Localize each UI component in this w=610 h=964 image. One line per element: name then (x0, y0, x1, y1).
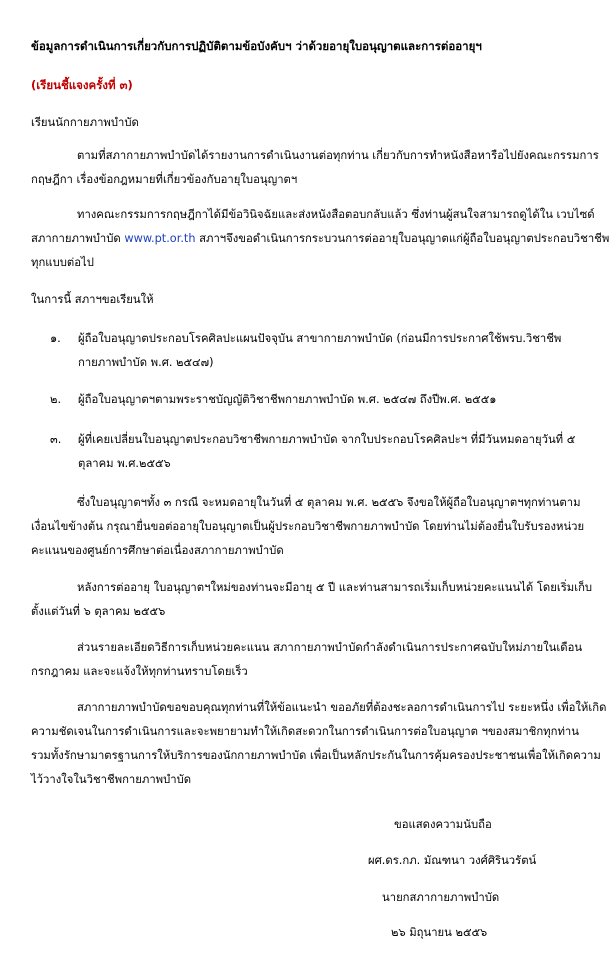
paragraph-4-line-1: หลังการต่ออายุ ใบอนุญาตฯใหม่ของท่านจะมีอายุ ๕ ปี และท่านสามารถเริ่มเก็บหน่วยคะแนนได้ โดยเริ่มเก็บ (77, 581, 593, 594)
list-item-line-1: ผู้ถือใบอนุญาตฯตามพระราชบัญญัติวิชาชีพกายภาพบำบัด พ.ศ. ๒๕๔๗ ถึงปีพ.ศ. ๒๕๕๑ (78, 393, 497, 406)
paragraph-5 (31, 636, 591, 684)
paragraph-6 (31, 696, 607, 792)
paragraph-3-line-1: ซึ่งใบอนุญาตฯทั้ง ๓ กรณี จะหมดอายุในวันที่ ๕ ตุลาคม พ.ศ. ๒๕๕๖ จึงขอให้ผู้ถือใบอนุญาตฯทุกท่านตาม (77, 496, 581, 509)
document-subtitle: (เรียนชี้แจงครั้งที่ ๓) (31, 78, 133, 92)
paragraph-3-line-3: คะแนนของศูนย์การศึกษาต่อเนื่องสภากายภาพบำบัด (31, 544, 284, 557)
paragraph-4 (31, 576, 591, 624)
paragraph-1 (31, 144, 599, 192)
paragraph-4-line-2: ตั้งแต่วันที่ ๖ ตุลาคม ๒๕๕๖ (31, 605, 166, 618)
paragraph-2-line-1: ทางคณะกรรมการกฤษฎีกาได้มีข้อวินิจฉัยและส่งหนังสือตอบกลับแล้ว ซึ่งท่านผู้สนใจสามารถดูได้ใน เวบไซด์ (77, 208, 595, 221)
list-item-line-1: ผู้ที่เคยเปลี่ยนใบอนุญาตประกอบวิชาชีพกายภาพบำบัด จากใบประกอบโรคศิลปะฯ ที่มีวันหมดอายุวันที่ ๕ (78, 433, 576, 446)
paragraph-2 (31, 203, 610, 275)
paragraph-1-line-2: กฤษฎีกา เรื่องข้อกฎหมายที่เกี่ยวข้องกับอายุใบอนุญาตฯ (31, 173, 298, 186)
paragraph-3-line-2: เงื่อนไขข้างต้น กรุณายื่นขอต่ออายุใบอนุญาตเป็นผู้ประกอบวิชาชีพกายภาพบำบัด โดยท่านไม่ต้องยื่นใบรับรองหน่วย (31, 520, 585, 533)
list-item-line-1: ผู้ถือใบอนุญาตประกอบโรคศิลปะแผนปัจจุบัน สาขากายภาพบำบัด (ก่อนมีการประกาศใช้พรบ.วิชาชีพ (78, 332, 562, 345)
paragraph-3 (31, 491, 591, 563)
document-title: ข้อมูลการดำเนินการเกี่ยวกับการปฏิบัติตามข้อบังคับฯ ว่าด้วยอายุใบอนุญาตและการต่ออายุฯ (31, 39, 482, 53)
paragraph-6-line-3: รวมทั้งรักษามาตรฐานการให้บริการของนักกายภาพบำบัด เพื่อเป็นหลักประกันในการคุ้มครองประชาชนเพื่อให้เกิดความ (31, 749, 601, 762)
paragraph-5-line-1: ส่วนรายละเอียดวิธีการเก็บหน่วยคะแนน สภากายภาพบำบัดกำลังดำเนินการประกาศฉบับใหม่ภายในเดือน (77, 641, 583, 654)
intro-line: ในการนี้ สภาฯขอเรียนให้ (31, 293, 154, 306)
paragraph-2-line-2 (31, 227, 610, 251)
list-item-text (78, 327, 588, 375)
list-item-text (78, 428, 588, 476)
signature-closing: ขอแสดงความนับถือ (394, 818, 492, 831)
paragraph-6-line-4: ไว้วางใจในวิชาชีพกายภาพบำบัด (31, 773, 192, 786)
paragraph-6-line-1: สภากายภาพบำบัดขอขอบคุณทุกท่านที่ให้ข้อแนะนำ ขออภัยที่ต้องชะลอการดำเนินการไป ระยะหนึ่ง เพื่อให้เกิด (77, 701, 607, 714)
salutation: เรียนนักกายภาพบำบัด (31, 116, 139, 129)
paragraph-5-line-2: กรกฎาคม และจะแจ้งให้ทุกท่านทราบโดยเร็ว (31, 665, 248, 678)
paragraph-2-line-2-text: สภากายภาพบำบัด (31, 232, 125, 245)
website-link[interactable]: www.pt.or.th (124, 232, 196, 245)
list-item-text (78, 388, 588, 412)
list-item-number: ๒. (50, 393, 62, 406)
list-item-number: ๑. (50, 332, 61, 345)
paragraph-2-line-2-rest: สภาฯจึงขอดำเนินการกระบวนการต่ออายุใบอนุญาตแก่ผู้ถือใบอนุญาตประกอบวิชาชีพ (195, 232, 610, 245)
list-item-line-2: ตุลาคม พ.ศ.๒๕๕๖ (78, 457, 171, 470)
signature-date: ๒๖ มิถุนายน ๒๕๕๖ (391, 926, 488, 939)
list-item-number: ๓. (50, 433, 62, 446)
paragraph-2-line-3: ทุกแบบต่อไป (31, 256, 94, 269)
signature-name: ผศ.ดร.กภ. มัณฑนา วงศ์ศิรินวรัตน์ (368, 854, 537, 867)
signature-position: นายกสภากายภาพบำบัด (382, 891, 500, 904)
paragraph-1-line-1: ตามที่สภากายภาพบำบัดได้รายงานการดำเนินงานต่อทุกท่าน เกี่ยวกับการทำหนังสือหารือไปยังคณะกรรมการ (77, 149, 599, 162)
list-item-line-2: กายภาพบำบัด พ.ศ. ๒๕๔๗) (78, 356, 214, 369)
paragraph-6-line-2: ความชัดเจนในการดำเนินการและจะพยายามทำให้เกิดสะดวกในการดำเนินการต่อใบอนุญาต ฯของสมาชิกทุกท่าน (31, 725, 579, 738)
